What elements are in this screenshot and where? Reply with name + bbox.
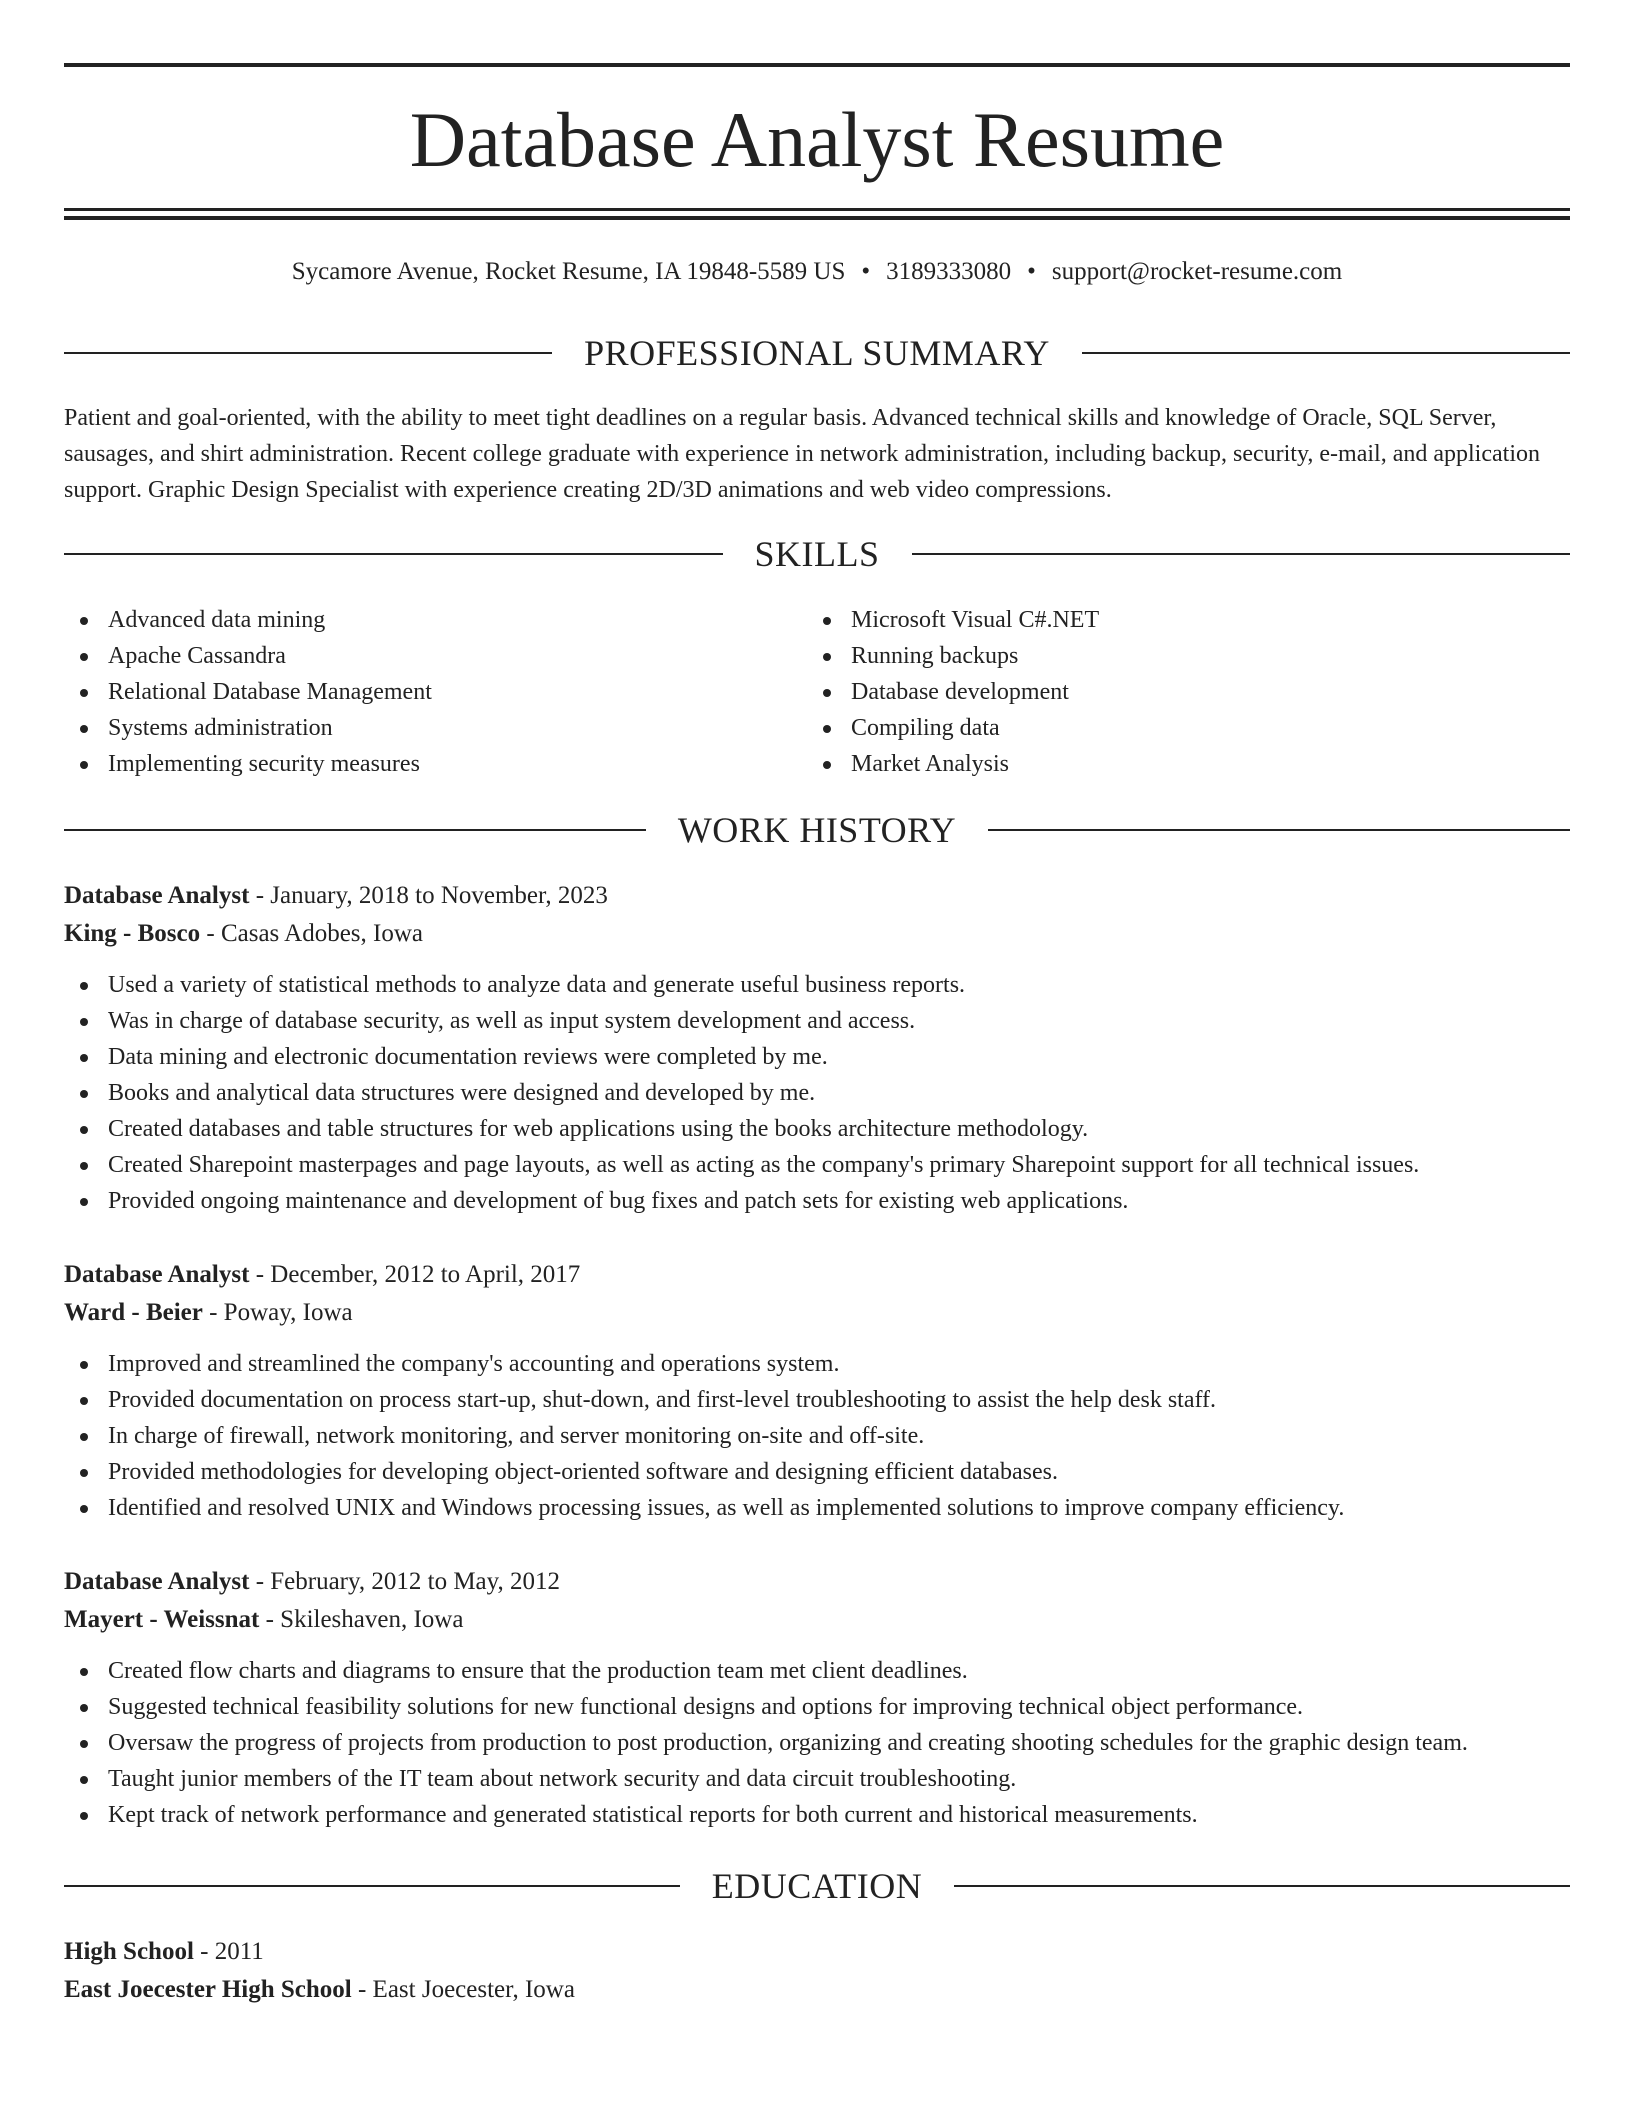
list-item: Provided ongoing maintenance and development of bug fixes and patch sets for existing web applications. bbox=[64, 1183, 1570, 1219]
job-company-line bbox=[64, 1294, 1570, 1332]
heading-rule bbox=[912, 553, 1571, 555]
separator-dot: • bbox=[1027, 258, 1036, 285]
job-title: Database Analyst bbox=[64, 1261, 250, 1288]
job-title-line bbox=[64, 1256, 1570, 1294]
heading-rule bbox=[64, 1885, 680, 1887]
job-entry bbox=[64, 1256, 1570, 1526]
section-heading-skills bbox=[64, 532, 1570, 576]
title-rule-lower bbox=[64, 216, 1570, 220]
section-heading-education bbox=[64, 1864, 1570, 1908]
education-entry bbox=[64, 1933, 1570, 2009]
list-item: In charge of firewall, network monitoring, and server monitoring on-site and off-site. bbox=[64, 1418, 1570, 1454]
skills-list bbox=[64, 602, 1570, 782]
section-heading-work bbox=[64, 808, 1570, 852]
list-item: Books and analytical data structures were designed and developed by me. bbox=[64, 1075, 1570, 1111]
job-location: - Poway, Iowa bbox=[202, 1299, 353, 1326]
list-item: Taught junior members of the IT team about network security and data circuit troubleshooting. bbox=[64, 1761, 1570, 1797]
top-rule bbox=[64, 63, 1570, 67]
list-item: Data mining and electronic documentation reviews were completed by me. bbox=[64, 1039, 1570, 1075]
skill-item: Running backups bbox=[807, 638, 1550, 674]
job-title-line bbox=[64, 1563, 1570, 1601]
education-degree: High School bbox=[64, 1938, 194, 1965]
skill-item: Market Analysis bbox=[807, 746, 1550, 782]
email: support@rocket-resume.com bbox=[1051, 258, 1343, 285]
job-location: - Casas Adobes, Iowa bbox=[200, 920, 424, 947]
section-heading-summary bbox=[64, 331, 1570, 375]
heading-rule bbox=[64, 553, 723, 555]
contact-line bbox=[64, 255, 1570, 289]
heading-rule bbox=[988, 829, 1570, 831]
skill-item: Compiling data bbox=[807, 710, 1550, 746]
skill-item: Database development bbox=[807, 674, 1550, 710]
skill-item: Systems administration bbox=[64, 710, 807, 746]
job-title-line bbox=[64, 877, 1570, 915]
education-degree-line bbox=[64, 1933, 1570, 1971]
title-rule-upper bbox=[64, 208, 1570, 211]
list-item: Identified and resolved UNIX and Windows processing issues, as well as implemented solutions to improve company efficiency. bbox=[64, 1490, 1570, 1526]
job-title: Database Analyst bbox=[64, 1568, 250, 1595]
skill-item: Advanced data mining bbox=[64, 602, 807, 638]
skill-item: Apache Cassandra bbox=[64, 638, 807, 674]
skill-item: Implementing security measures bbox=[64, 746, 807, 782]
job-company: Ward - Beier bbox=[64, 1299, 203, 1326]
list-item: Improved and streamlined the company's accounting and operations system. bbox=[64, 1346, 1570, 1382]
job-entry bbox=[64, 877, 1570, 1219]
list-item: Kept track of network performance and generated statistical reports for both current and historical measurements. bbox=[64, 1797, 1570, 1833]
job-company: King - Bosco bbox=[64, 920, 201, 947]
list-item: Suggested technical feasibility solutions for new functional designs and options for improving technical object performance. bbox=[64, 1689, 1570, 1725]
job-company: Mayert - Weissnat bbox=[64, 1606, 260, 1633]
skills-column-right bbox=[807, 602, 1550, 782]
job-bullets bbox=[64, 967, 1570, 1219]
list-item: Created databases and table structures for web applications using the books architecture methodology. bbox=[64, 1111, 1570, 1147]
education-year: - 2011 bbox=[193, 1938, 264, 1965]
skill-item: Relational Database Management bbox=[64, 674, 807, 710]
job-dates: - December, 2012 to April, 2017 bbox=[249, 1261, 581, 1288]
job-title: Database Analyst bbox=[64, 882, 250, 909]
job-bullets bbox=[64, 1346, 1570, 1526]
job-company-line bbox=[64, 1601, 1570, 1639]
section-title: SKILLS bbox=[754, 534, 880, 574]
summary-text: Patient and goal-oriented, with the ability to meet tight deadlines on a regular basis. Advanced technical skills and knowledge of Oracle, SQL Server, sausages, and shirt administration. Recent college graduate with experience in network administration, including backup, security, e-mail, and application support. Graphic Design Specialist with experience creating 2D/3D animations and web video compressions. bbox=[64, 405, 1540, 503]
job-dates: - February, 2012 to May, 2012 bbox=[249, 1568, 561, 1595]
section-title: PROFESSIONAL SUMMARY bbox=[584, 333, 1050, 373]
education-location: - East Joecester, Iowa bbox=[351, 1976, 575, 2003]
heading-rule bbox=[954, 1885, 1570, 1887]
list-item: Created Sharepoint masterpages and page layouts, as well as acting as the company's primary Sharepoint support for all technical issues. bbox=[64, 1147, 1570, 1183]
section-title: WORK HISTORY bbox=[677, 810, 957, 850]
job-bullets bbox=[64, 1653, 1570, 1833]
list-item: Used a variety of statistical methods to analyze data and generate useful business reports. bbox=[64, 967, 1570, 1003]
skills-column-left bbox=[64, 602, 807, 782]
separator-dot: • bbox=[861, 258, 871, 285]
list-item: Provided documentation on process start-up, shut-down, and first-level troubleshooting to assist the help desk staff. bbox=[64, 1382, 1570, 1418]
page-title: Database Analyst Resume bbox=[409, 96, 1225, 183]
list-item: Provided methodologies for developing object-oriented software and designing efficient databases. bbox=[64, 1454, 1570, 1490]
heading-rule bbox=[64, 352, 552, 354]
list-item: Oversaw the progress of projects from production to post production, organizing and creating shooting schedules for the graphic design team. bbox=[64, 1725, 1570, 1761]
section-title: EDUCATION bbox=[711, 1866, 923, 1906]
job-dates: - January, 2018 to November, 2023 bbox=[249, 882, 608, 909]
phone: 3189333080 bbox=[886, 258, 1012, 285]
list-item: Created flow charts and diagrams to ensure that the production team met client deadlines. bbox=[64, 1653, 1570, 1689]
heading-rule bbox=[64, 829, 646, 831]
heading-rule bbox=[1082, 352, 1570, 354]
job-company-line bbox=[64, 915, 1570, 953]
education-school-line bbox=[64, 1971, 1570, 2009]
address: Sycamore Avenue, Rocket Resume, IA 19848-5589 US bbox=[291, 258, 846, 285]
job-entry bbox=[64, 1563, 1570, 1833]
education-school: East Joecester High School bbox=[64, 1976, 352, 2003]
skill-item: Microsoft Visual C#.NET bbox=[807, 602, 1550, 638]
job-location: - Skileshaven, Iowa bbox=[259, 1606, 464, 1633]
list-item: Was in charge of database security, as well as input system development and access. bbox=[64, 1003, 1570, 1039]
